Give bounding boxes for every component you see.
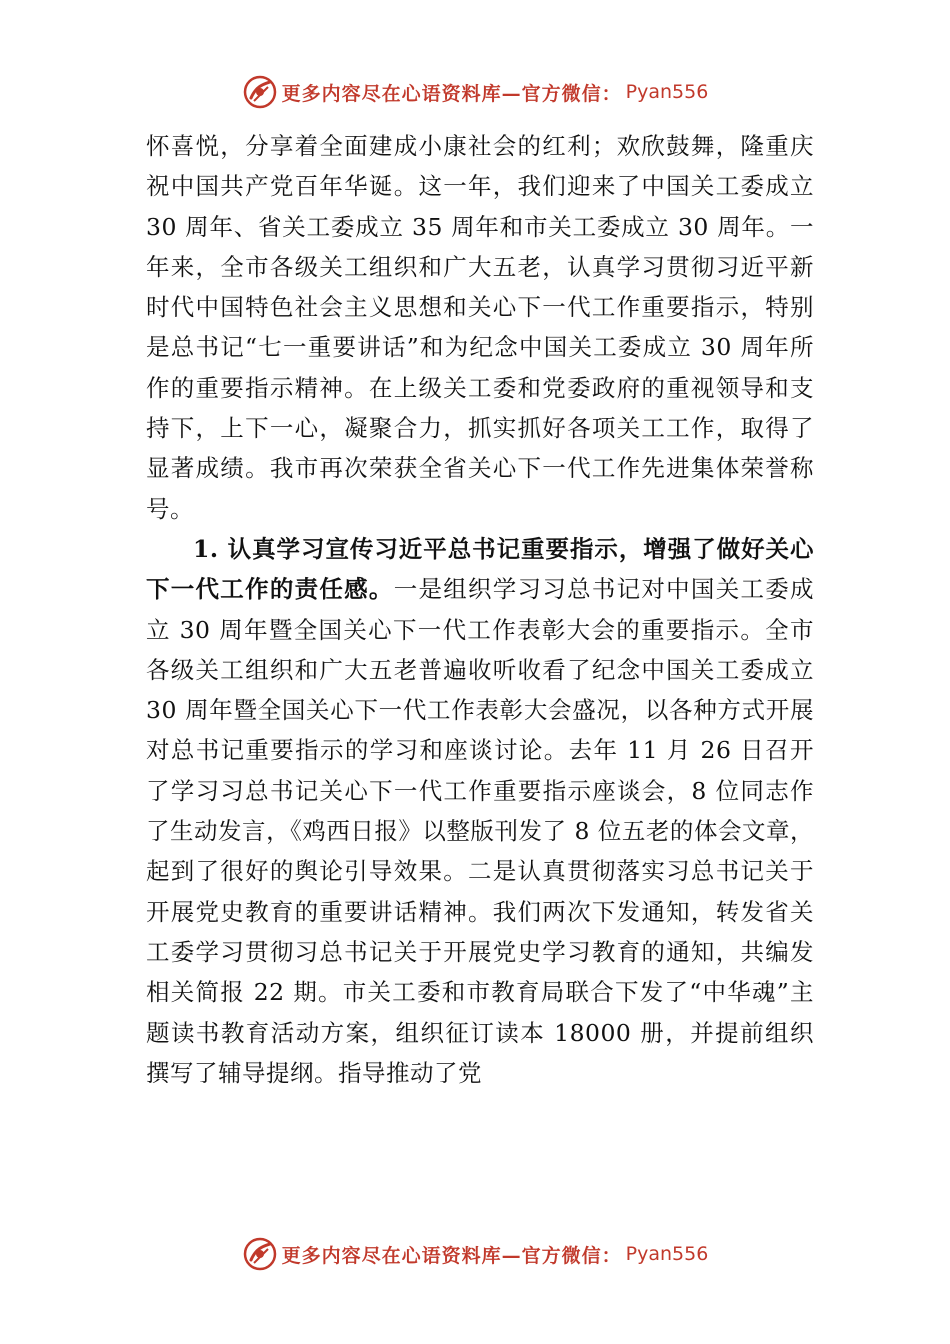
document-body [146, 126, 814, 1093]
header-banner-text: 更多内容尽在心语资料库—官方微信： [281, 82, 622, 105]
section-heading: 1. 认真学习宣传习近平总书记重要指示，增强了做好关心下一代工作的责任感。 [146, 534, 814, 604]
header-banner [0, 70, 950, 114]
footer-banner-text: 更多内容尽在心语资料库—官方微信： [281, 1244, 622, 1267]
logo-icon [242, 1236, 278, 1272]
footer-banner-handle: Pyan556 [625, 1243, 709, 1265]
header-banner-handle: Pyan556 [625, 81, 709, 103]
paragraph-2 [146, 529, 814, 1093]
footer-banner [0, 1232, 950, 1276]
logo-icon [242, 74, 278, 110]
paragraph-2-text: 一是组织学习习总书记对中国关工委成立 30 周年暨全国关心下一代工作表彰大会的重要指示。全市各级关工组织和广大五老普遍收听收看了纪念中国关工委成立 30 周年暨全国关心下一代工作表彰大会盛况，以各种方式开展对总书记重要指示的学习和座谈讨论。去年 11 月 26 日召开了学习习总书记关心下一代工作重要指示座谈会，8 位同志作了生动发言，《鸡西日报》以整版刊发了 8 位五老的体会文章，起到了很好的舆论引导效果。二是认真贯彻落实习总书记关于开展党史教育的重要讲话精神。我们两次下发通知，转发省关工委学习贯彻习总书记关于开展党史学习教育的通知，共编发相关简报 22 期。市关工委和市教育局联合下发了“中华魂”主题读书教育活动方案，组织征订读本 18000 册，并提前组织撰写了辅导提纲。指导推动了党 [146, 575, 815, 1087]
paragraph-1: 怀喜悦，分享着全面建成小康社会的红利；欢欣鼓舞，隆重庆祝中国共产党百年华诞。这一年，我们迎来了中国关工委成立 30 周年、省关工委成立 35 周年和市关工委成立 30 周年。一年来，全市各级关工组织和广大五老，认真学习贯彻习近平新时代中国特色社会主义思想和关心下一代工作重要指示，特别是总书记“七一重要讲话”和为纪念中国关工委成立 30 周年所作的重要指示精神。在上级关工委和党委政府的重视领导和支持下，上下一心，凝聚合力，抓实抓好各项关工工作，取得了显著成绩。我市再次荣获全省关心下一代工作先进集体荣誉称号。 [146, 132, 814, 523]
